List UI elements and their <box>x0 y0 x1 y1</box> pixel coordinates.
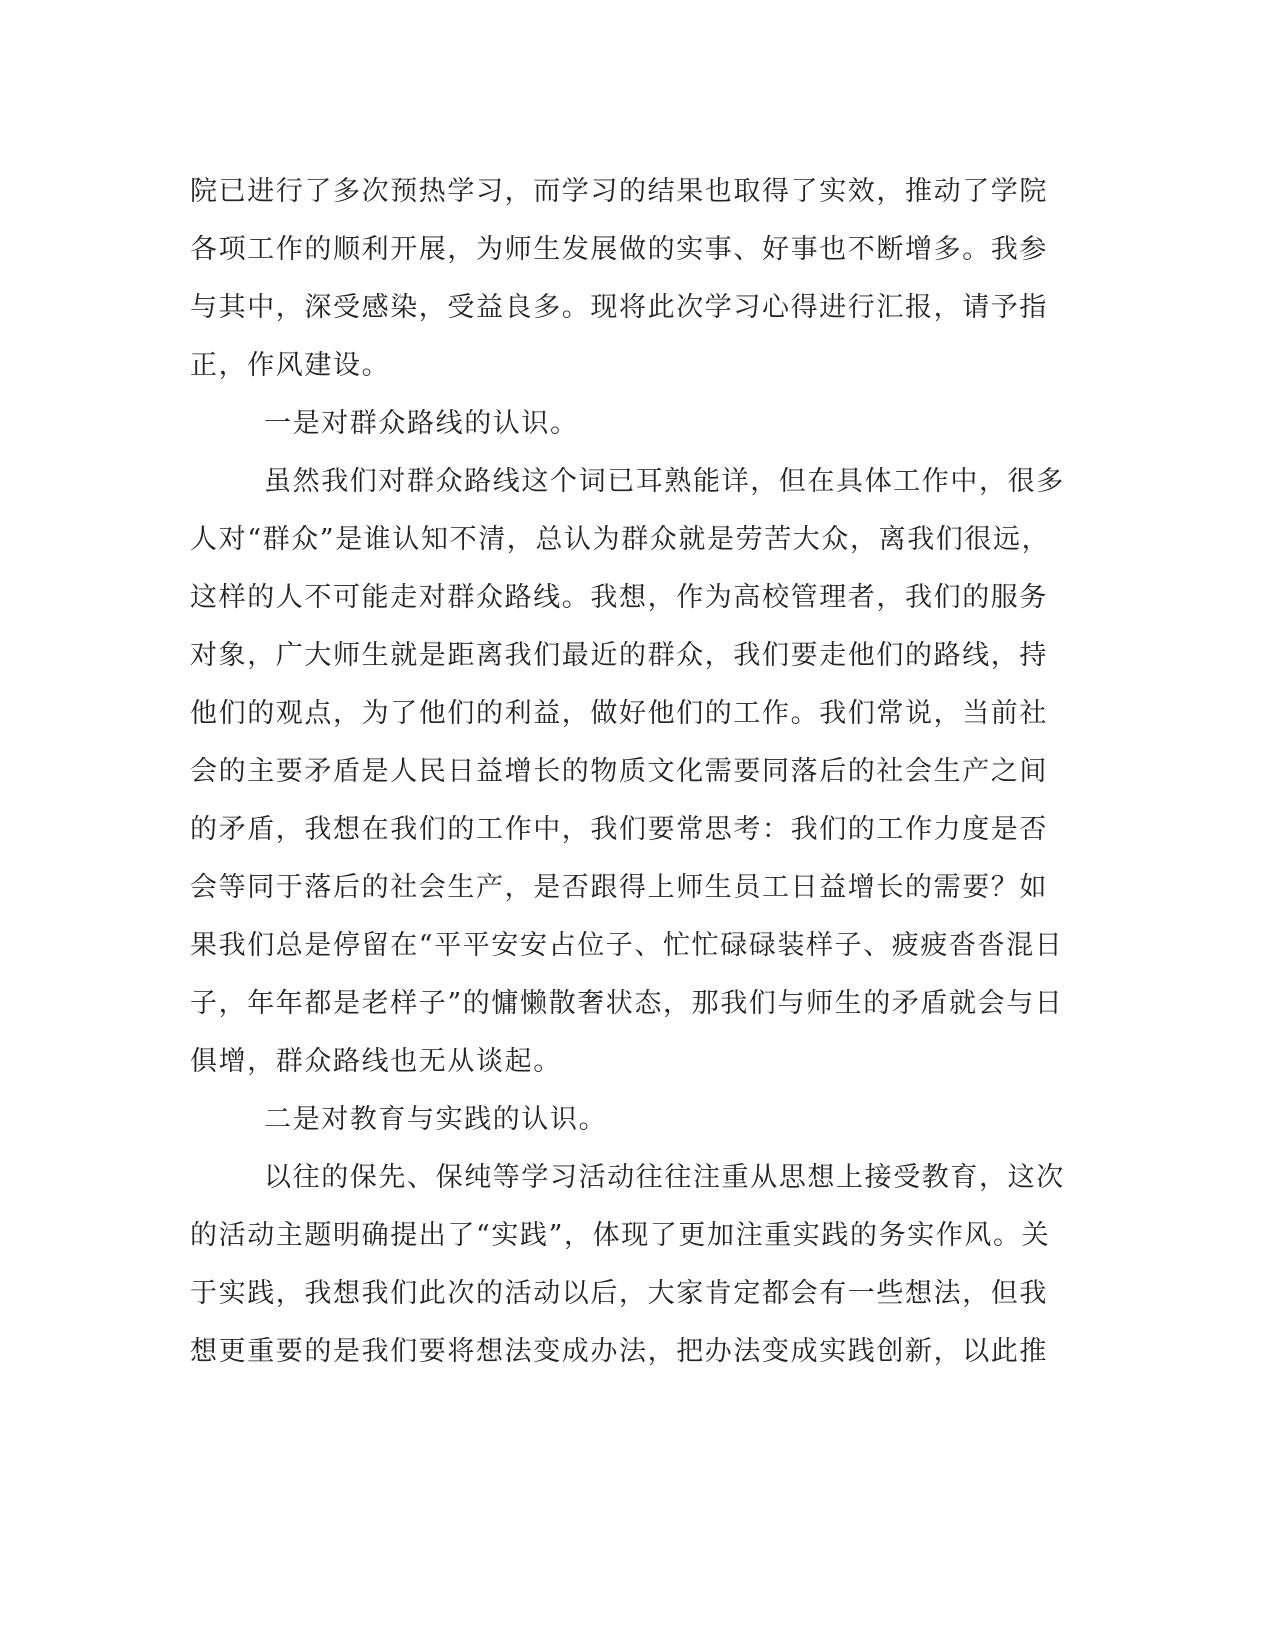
text-line: 各项工作的顺利开展，为师生发展做的实事、好事也不断增多。我参 <box>190 234 1048 265</box>
text-line: 他们的观点，为了他们的利益，做好他们的工作。我们常说，当前社 <box>190 698 1048 729</box>
text-line: 的活动主题明确提出了“实践”，体现了更加注重实践的务实作风。关 <box>190 1220 1051 1251</box>
text-line: 子，年年都是老样子”的慵懒散奢状态，那我们与师生的矛盾就会与日 <box>190 988 1064 1019</box>
document-body <box>190 163 1080 1381</box>
text-line: 会等同于落后的社会生产，是否跟得上师生员工日益增长的需要？如 <box>190 872 1048 903</box>
section-heading: 一是对群众路线的认识。 <box>264 408 579 439</box>
section-heading: 二是对教育与实践的认识。 <box>264 1104 608 1135</box>
text-line: 对象，广大师生就是距离我们最近的群众，我们要走他们的路线，持 <box>190 640 1048 671</box>
text-line: 人对“群众”是谁认知不清，总认为群众就是劳苦大众，离我们很远， <box>190 524 1051 555</box>
text-line: 于实践，我想我们此次的活动以后，大家肯定都会有一些想法，但我 <box>190 1278 1048 1309</box>
text-line: 俱增，群众路线也无从谈起。 <box>190 1046 562 1077</box>
text-line: 的矛盾，我想在我们的工作中，我们要常思考：我们的工作力度是否 <box>190 814 1048 845</box>
text-line: 会的主要矛盾是人民日益增长的物质文化需要同落后的社会生产之间 <box>190 756 1048 787</box>
text-line: 想更重要的是我们要将想法变成办法，把办法变成实践创新，以此推 <box>190 1336 1048 1367</box>
text-line: 正，作风建设。 <box>190 350 391 381</box>
paragraph-start-line: 以往的保先、保纯等学习活动往往注重从思想上接受教育，这次 <box>264 1162 1065 1193</box>
paragraph-start-line: 虽然我们对群众路线这个词已耳熟能详，但在具体工作中，很多 <box>264 466 1065 497</box>
text-line: 这样的人不可能走对群众路线。我想，作为高校管理者，我们的服务 <box>190 582 1048 613</box>
text-line: 院已进行了多次预热学习，而学习的结果也取得了实效，推动了学院 <box>190 176 1048 207</box>
text-line: 与其中，深受感染，受益良多。现将此次学习心得进行汇报，请予指 <box>190 292 1048 323</box>
text-line: 果我们总是停留在“平平安安占位子、忙忙碌碌装样子、疲疲沓沓混日 <box>190 930 1064 961</box>
